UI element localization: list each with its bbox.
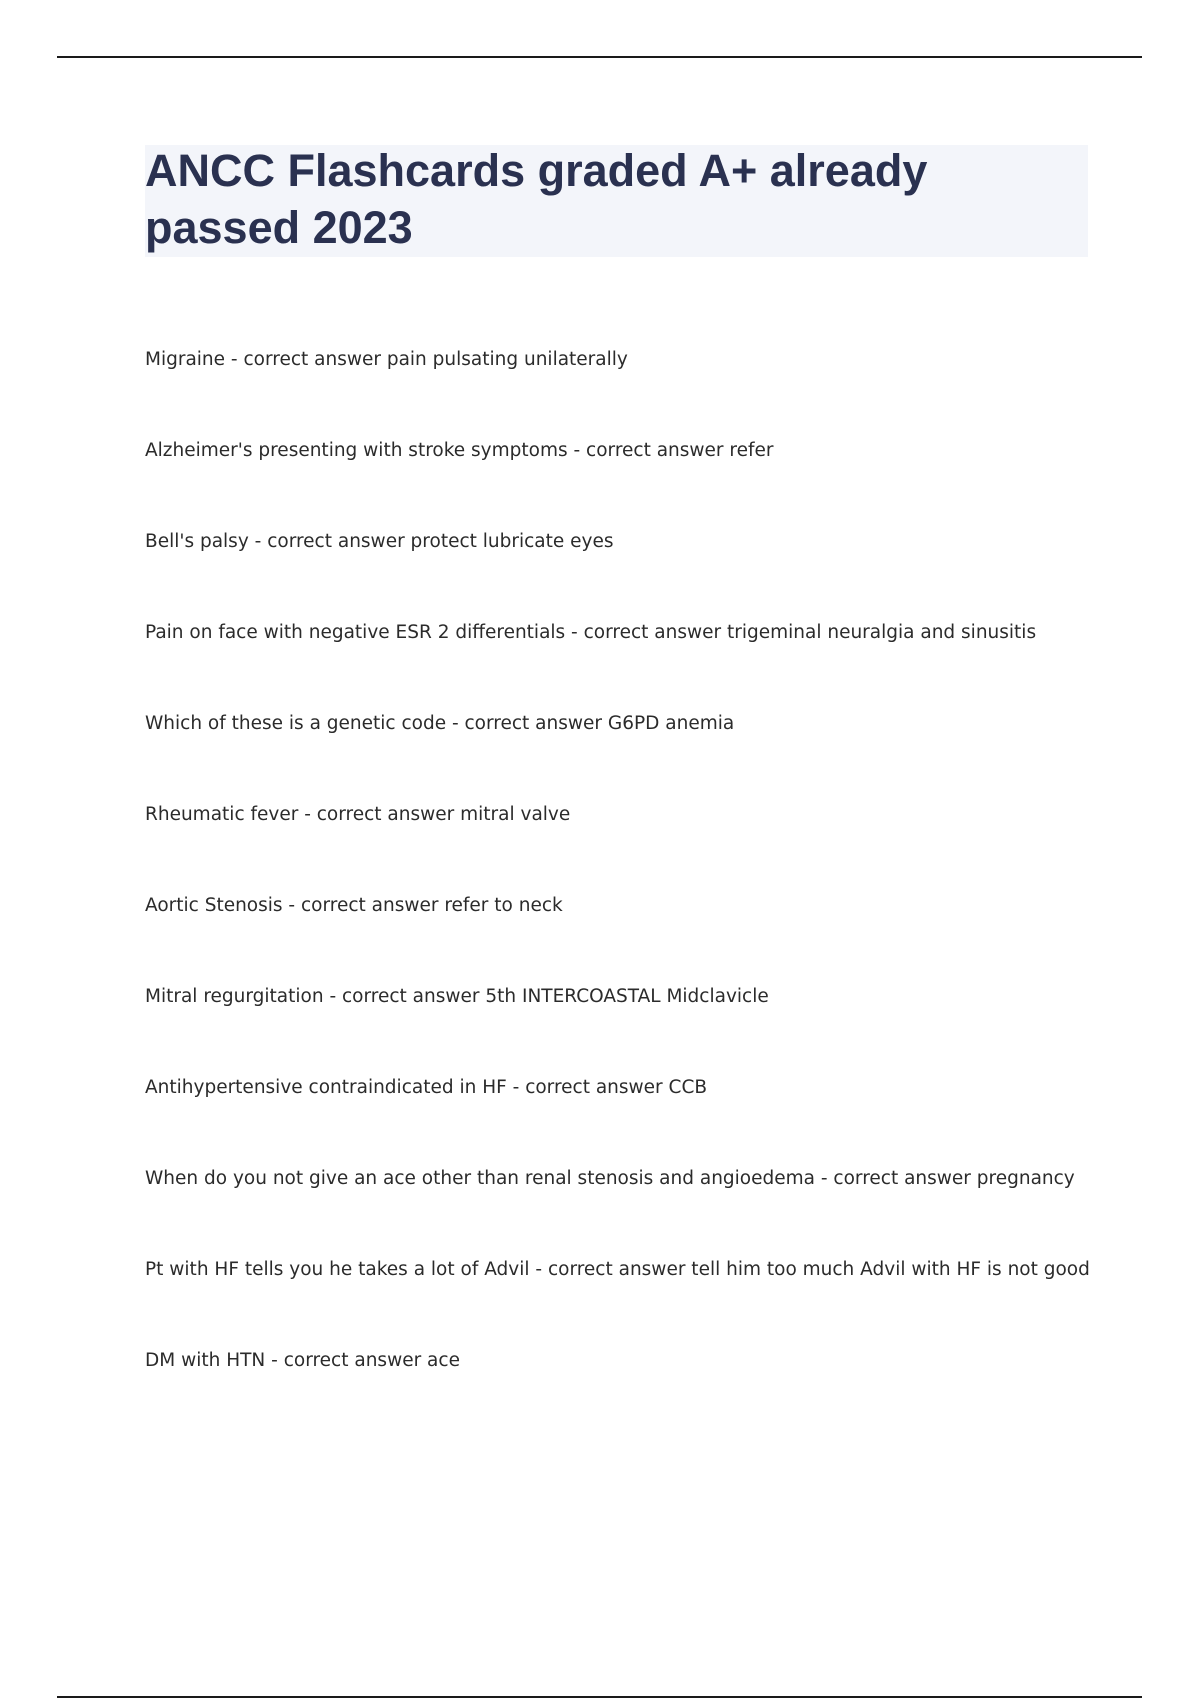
flashcard-list (145, 346, 1105, 1438)
top-rule (57, 56, 1142, 58)
flashcard-item: When do you not give an ace other than renal stenosis and angioedema - correct answer pregnancy (145, 1168, 1075, 1189)
flashcard-item: Rheumatic fever - correct answer mitral valve (145, 804, 571, 825)
flashcard-item: Alzheimer's presenting with stroke symptoms - correct answer refer (145, 440, 774, 461)
flashcard-item: Pain on face with negative ESR 2 differentials - correct answer trigeminal neuralgia and sinusitis (145, 622, 1037, 643)
flashcard-item: DM with HTN - correct answer ace (145, 1350, 460, 1371)
flashcard-item: Which of these is a genetic code - correct answer G6PD anemia (145, 713, 735, 734)
flashcard-item: Antihypertensive contraindicated in HF - correct answer CCB (145, 1077, 708, 1098)
flashcard-item: Aortic Stenosis - correct answer refer to neck (145, 895, 563, 916)
flashcard-item: Mitral regurgitation - correct answer 5th INTERCOASTAL Midclavicle (145, 986, 769, 1007)
flashcard-item: Migraine - correct answer pain pulsating unilaterally (145, 349, 628, 370)
flashcard-item: Pt with HF tells you he takes a lot of Advil - correct answer tell him too much Advil with HF is not good (145, 1259, 1090, 1280)
bottom-rule (57, 1696, 1142, 1698)
flashcard-item: Bell's palsy - correct answer protect lubricate eyes (145, 531, 614, 552)
document-title: ANCC Flashcards graded A+ already passed 2023 (145, 145, 928, 253)
